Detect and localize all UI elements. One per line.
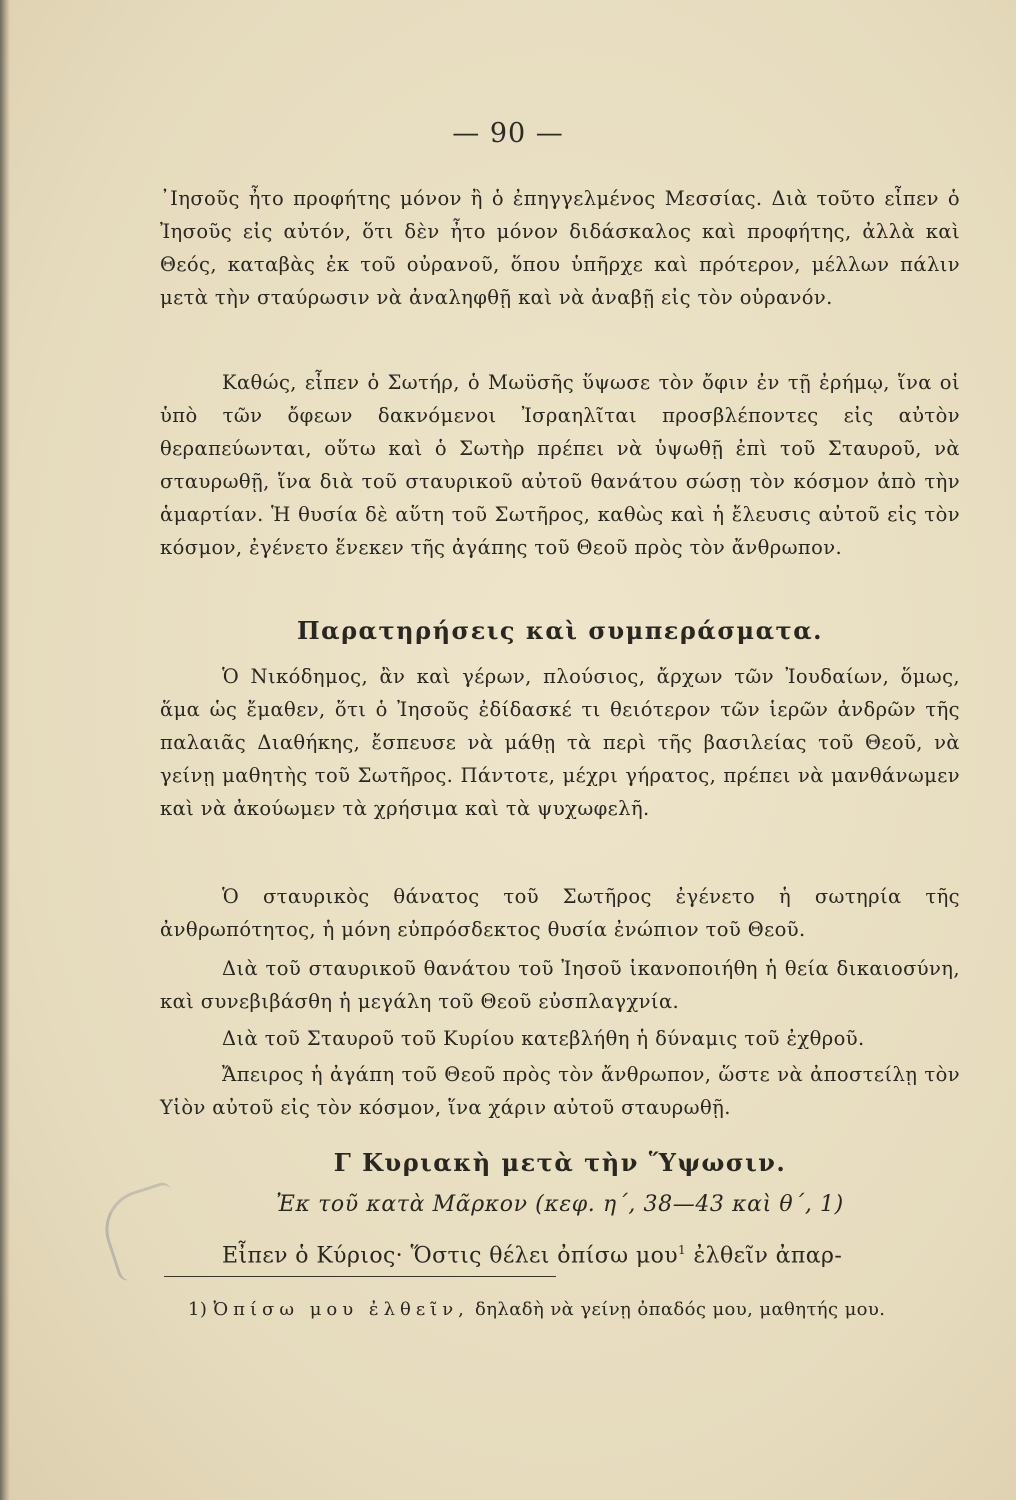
scripture-reference: Ἐκ τοῦ κατὰ Μᾶρκον (κεφ. η΄, 38—43 καὶ θ΄, 1) bbox=[276, 1192, 844, 1217]
paragraph-5-text: Διὰ τοῦ σταυρικοῦ θανάτου τοῦ Ἰησοῦ ἱκανοποιήθη ἡ θεία δικαιοσύνη, καὶ συνεβιβάσθη ἡ μεγάλη τοῦ Θεοῦ εὐσπλαγχνία. bbox=[160, 957, 960, 1013]
paragraph-8-start: Εἶπεν ὁ Κύριος· Ὅστις θέλει ὀπίσω μου bbox=[222, 1243, 679, 1269]
paragraph-1-text: ᾽Ιησοῦς ἦτο προφήτης μόνον ἢ ὁ ἐπηγγελμένος Μεσσίας. Διὰ τοῦτο εἶπεν ὁ Ἰησοῦς εἰς αὐτόν, ὅτι δὲν ἦτο μόνον διδάσκαλος καὶ προφήτης, ἀλλὰ καὶ Θεός, καταβὰς ἐκ τοῦ οὐρανοῦ, ὅπου ὑπῆρχε καὶ πρότερον, μέλλων πάλιν μετὰ τὴν σταύρωσιν νὰ ἀναληφθῇ καὶ νὰ ἀναβῇ εἰς τὸν οὐρανόν. bbox=[160, 187, 960, 309]
paragraph-7 bbox=[160, 1058, 960, 1124]
paragraph-7-text: Ἄπειρος ἡ ἀγάπη τοῦ Θεοῦ πρὸς τὸν ἄνθρωπον, ὥστε νὰ ἀποστείλῃ τὸν Υἱὸν αὐτοῦ εἰς τὸν κόσμον, ἵνα χάριν αὐτοῦ σταυρωθῇ. bbox=[160, 1063, 960, 1119]
section-heading-observations: Παρατηρήσεις καὶ συμπεράσματα. bbox=[296, 616, 824, 645]
paragraph-2 bbox=[160, 366, 960, 564]
footnote-term: Ὀπίσω μου ἐλθεῖν, bbox=[213, 1299, 469, 1320]
paragraph-4-text: Ὁ σταυρικὸς θάνατος τοῦ Σωτῆρος ἐγένετο ἡ σωτηρία τῆς ἀνθρωπότητος, ἡ μόνη εὐπρόσδεκτος θυσία ἐνώπιον τοῦ Θεοῦ. bbox=[160, 885, 960, 941]
page-number: — 90 — bbox=[452, 118, 564, 149]
paragraph-6-text: Διὰ τοῦ Σταυροῦ τοῦ Κυρίου κατεβλήθη ἡ δύναμις τοῦ ἐχθροῦ. bbox=[222, 1027, 865, 1050]
paragraph-3-text: Ὁ Νικόδημος, ἂν καὶ γέρων, πλούσιος, ἄρχων τῶν Ἰουδαίων, ὅμως, ἅμα ὡς ἔμαθεν, ὅτι ὁ Ἰησοῦς ἐδίδασκέ τι θειότερον τῶν ἱερῶν ἀνδρῶν τῆς παλαιᾶς Διαθήκης, ἔσπευσε νὰ μάθῃ τὰ περὶ τῆς βασιλείας τοῦ Θεοῦ, νὰ γείνῃ μαθητὴς τοῦ Σωτῆρος. Πάντοτε, μέχρι γήρατος, πρέπει νὰ μανθάνωμεν καὶ νὰ ἀκούωμεν τὰ χρήσιμα καὶ τὰ ψυχωφελῆ. bbox=[160, 665, 960, 820]
footnote-marker: 1 bbox=[678, 1243, 687, 1257]
paragraph-8-end: ἐλθεῖν ἀπαρ- bbox=[686, 1243, 843, 1269]
footnote bbox=[188, 1296, 958, 1324]
paragraph-1 bbox=[160, 182, 960, 314]
paragraph-4 bbox=[160, 880, 960, 946]
paragraph-8-text bbox=[160, 1234, 960, 1272]
paragraph-6 bbox=[160, 1022, 960, 1055]
section-heading-sunday: Γ Κυριακὴ μετὰ τὴν Ὕψωσιν. bbox=[333, 1148, 787, 1177]
paragraph-5 bbox=[160, 952, 960, 1018]
paragraph-2-text: Καθώς, εἶπεν ὁ Σωτήρ, ὁ Μωϋσῆς ὕψωσε τὸν ὄφιν ἐν τῇ ἐρήμῳ, ἵνα οἱ ὑπὸ τῶν ὄφεων δακνόμενοι Ἰσραηλῖται προσβλέποντες εἰς αὐτὸν θεραπεύωνται, οὕτω καὶ ὁ Σωτὴρ πρέπει νὰ ὑψωθῇ ἐπὶ τοῦ Σταυροῦ, νὰ σταυρωθῇ, ἵνα διὰ τοῦ σταυρικοῦ αὐτοῦ θανάτου σώσῃ τὸν κόσμον ἀπὸ τὴν ἁμαρτίαν. Ἡ θυσία δὲ αὕτη τοῦ Σωτῆρος, καθὼς καὶ ἡ ἔλευσις αὐτοῦ εἰς τὸν κόσμον, ἐγένετο ἕνεκεν τῆς ἀγάπης τοῦ Θεοῦ πρὸς τὸν ἄνθρωπον. bbox=[160, 371, 960, 559]
footnote-number: 1) bbox=[188, 1299, 214, 1320]
footnote-rule bbox=[164, 1276, 556, 1277]
footnote-text: δηλαδὴ νὰ γείνῃ ὀπαδός μου, μαθητής μου. bbox=[468, 1299, 886, 1320]
paragraph-3 bbox=[160, 660, 960, 825]
paragraph-8 bbox=[160, 1234, 960, 1272]
page-edge-shadow bbox=[0, 0, 10, 1500]
